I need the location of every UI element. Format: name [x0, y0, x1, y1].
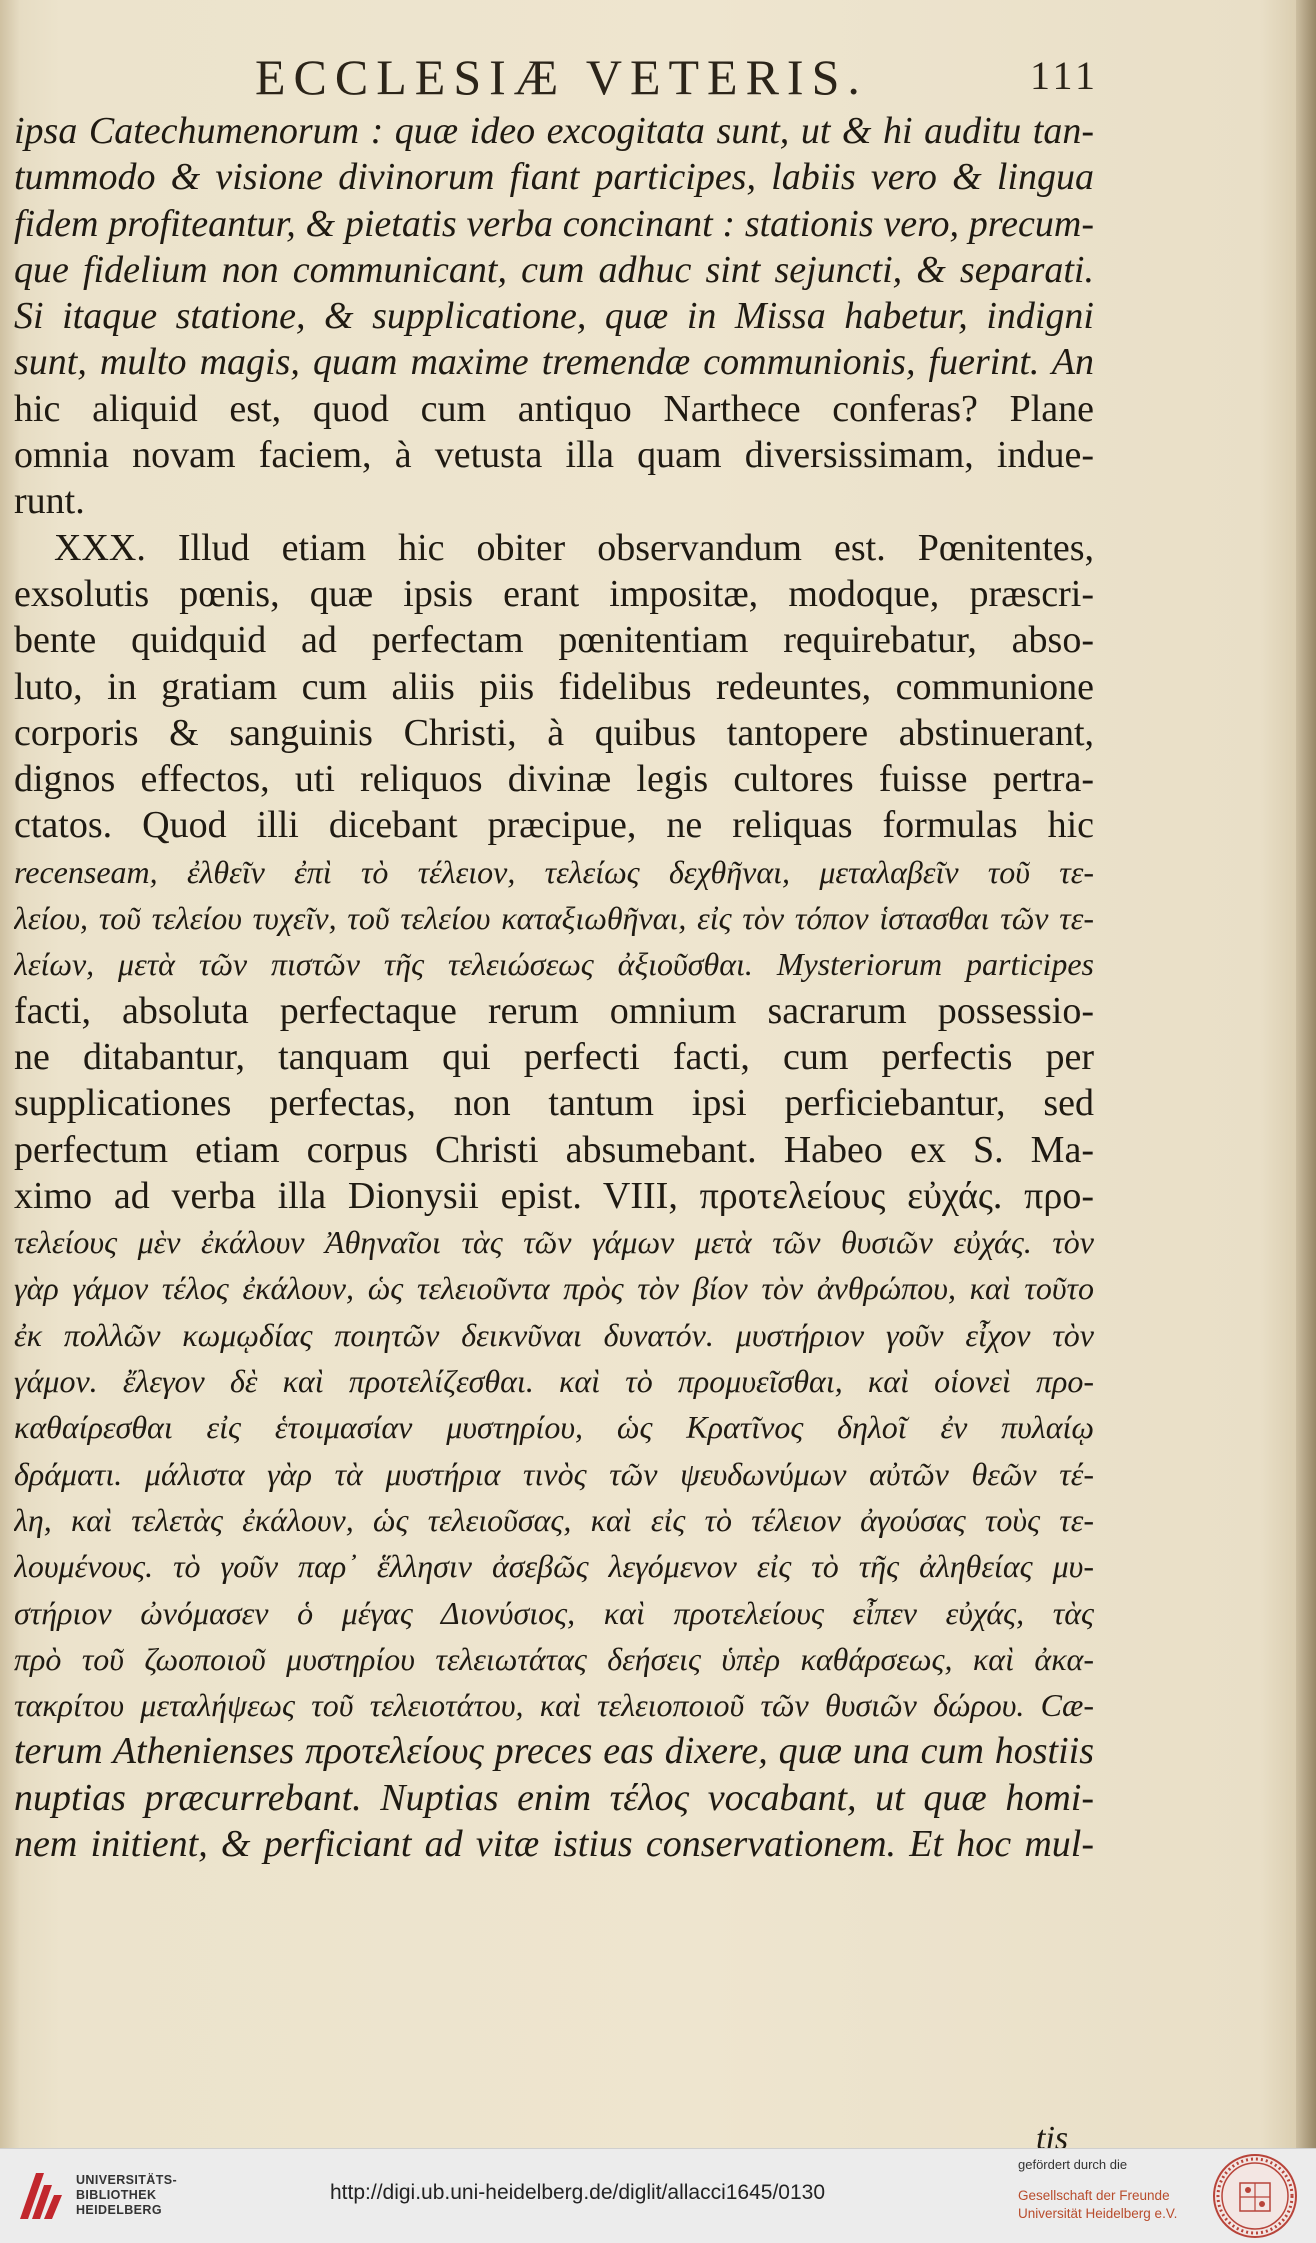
- society-seal-icon: [1212, 2153, 1298, 2239]
- library-name-line: HEIDELBERG: [76, 2203, 162, 2217]
- text-line: Si itaque statione, & supplicatione, quæ in Missa habetur, indigni: [14, 295, 1094, 338]
- greek-text-line: δράματι. μάλιστα γὰρ τὰ μυστήρια τινὸς τῶν ψευδωνύμων αὐτῶν θεῶν τέ-: [14, 1455, 1094, 1492]
- text-line: fidem profiteantur, & pietatis verba concinant : stationis vero, precum-: [14, 202, 1094, 245]
- text-line: bente quidquid ad perfectam pœnitentiam requirebatur, abso-: [14, 619, 1094, 662]
- catchword: tis: [1036, 2120, 1069, 2148]
- text-line: omnia novam faciem, à vetusta illa quam diversissimam, indue-: [14, 434, 1094, 477]
- text-line: perfectum etiam corpus Christi absumebant. Habeo ex S. Ma-: [14, 1128, 1094, 1171]
- text-line: supplicationes perfectas, non tantum ipsi perficiebantur, sed: [14, 1082, 1094, 1125]
- text-line: ximo ad verba illa Dionysii epist. VIII, προτελείους εὐχάς. προ-: [14, 1174, 1094, 1217]
- body-text: [14, 108, 1094, 1867]
- text-line: nem initient, & perficiant ad vitæ istius conservationem. Et hoc mul-: [14, 1822, 1094, 1865]
- library-logo-icon: [14, 2165, 68, 2227]
- greek-text-line: λείων, μετὰ τῶν πιστῶν τῆς τελειώσεως ἀξιοῦσθαι. Mysteriorum participes: [14, 946, 1094, 983]
- society-name-line: Universität Heidelberg e.V.: [1018, 2206, 1178, 2221]
- text-line: ne ditabantur, tanquam qui perfecti facti, cum perfectis per: [14, 1035, 1094, 1078]
- text-line: terum Athenienses προτελείους preces eas dixere, quæ una cum hostiis: [14, 1730, 1094, 1773]
- text-line: sunt, multo magis, quam maxime tremendæ communionis, fuerint. An: [14, 341, 1094, 384]
- text-line: corporis & sanguinis Christi, à quibus tantopere abstinuerant,: [14, 711, 1094, 754]
- greek-text-line: γὰρ γάμον τέλος ἐκάλουν, ὡς τελειοῦντα πρὸς τὸν βίον τὸν ἀνθρώπου, καὶ τοῦτο: [14, 1270, 1094, 1307]
- greek-text-line: πρὸ τοῦ ζωοποιοῦ μυστηρίου τελειωτάτας δεήσεις ὑπὲρ καθάρσεως, καὶ ἀκα-: [14, 1640, 1094, 1677]
- running-head-title: ECCLESIÆ VETERIS.: [255, 49, 868, 105]
- greek-text-line: λη, καὶ τελετὰς ἐκάλουν, ὡς τελειοῦσας, καὶ εἰς τὸ τέλειον ἀγούσας τοὺς τε-: [14, 1501, 1094, 1538]
- text-line: dignos effectos, uti reliquos divinæ legis cultores fuisse pertra-: [14, 758, 1094, 801]
- greek-text-line: στήριον ὠνόμασεν ὁ μέγας Διονύσιος, καὶ προτελείους εἶπεν εὐχάς, τὰς: [14, 1594, 1094, 1631]
- text-line: facti, absoluta perfectaque rerum omnium sacrarum possessio-: [14, 989, 1094, 1032]
- page-number: 111: [1030, 53, 1100, 98]
- text-line: exsolutis pœnis, quæ ipsis erant impositæ, modoque, præscri-: [14, 572, 1094, 615]
- library-name: [76, 2173, 177, 2218]
- greek-text-line: recenseam, ἐλθεῖν ἐπὶ τὸ τέλειον, τελείως δεχθῆναι, μεταλαβεῖν τοῦ τε-: [14, 853, 1094, 890]
- running-head: [0, 48, 1316, 108]
- viewer-footer: [0, 2148, 1316, 2243]
- text-line: ipsa Catechumenorum : quæ ideo excogitata sunt, ut & hi auditu tan-: [14, 110, 1094, 152]
- greek-text-line: καθαίρεσθαι εἰς ἑτοιμασίαν μυστηρίου, ὡς Κρατῖνος δηλοῖ ἐν πυλαίῳ: [14, 1409, 1094, 1446]
- text-line: nuptias præcurrebant. Nuptias enim τέλος vocabant, ut quæ homi-: [14, 1776, 1094, 1819]
- library-name-line: BIBLIOTHEK: [76, 2188, 157, 2202]
- text-line: runt.: [14, 480, 85, 523]
- society-name[interactable]: [1018, 2187, 1177, 2223]
- greek-text-line: λουμένους. τὸ γοῦν παρ᾽ ἕλλησιν ἀσεβῶς λεγόμενον εἰς τὸ τῆς ἀληθείας μυ-: [14, 1548, 1094, 1585]
- greek-text-line: λείου, τοῦ τελείου τυχεῖν, τοῦ τελείου καταξιωθῆναι, εἰς τὸν τόπον ἱστασθαι τῶν τε-: [14, 900, 1094, 937]
- greek-text-line: ἐκ πολλῶν κωμῳδίας ποιητῶν δεικνῦναι δυνατόν. μυστήριον γοῦν εἶχον τὸν: [14, 1316, 1094, 1353]
- greek-text-line: τελείους μὲν ἐκάλουν Ἀθηναῖοι τὰς τῶν γάμων μετὰ τῶν θυσιῶν εὐχάς. τὸν: [14, 1224, 1094, 1261]
- text-line: tummodo & visione divinorum fiant participes, labiis vero & lingua: [14, 156, 1094, 199]
- permalink-url[interactable]: http://digi.ub.uni-heidelberg.de/diglit/allacci1645/0130: [330, 2181, 826, 2204]
- greek-text-line: γάμον. ἔλεγον δὲ καὶ προτελίζεσθαι. καὶ τὸ προμυεῖσθαι, καὶ οἱονεὶ προ-: [14, 1363, 1094, 1400]
- greek-text-line: τακρίτου μεταλήψεως τοῦ τελειοτάτου, καὶ τελειοποιοῦ τῶν θυσιῶν δώρου. Cæ-: [14, 1687, 1094, 1724]
- section-start-line: XXX. Illud etiam hic obiter observandum est. Pœnitentes,: [54, 526, 1094, 569]
- funded-by-label: gefördert durch die: [1018, 2157, 1128, 2172]
- society-name-line: Gesellschaft der Freunde: [1018, 2188, 1170, 2203]
- library-name-line: UNIVERSITÄTS-: [76, 2173, 178, 2187]
- text-line: ctatos. Quod illi dicebant præcipue, ne reliquas formulas hic: [14, 804, 1094, 847]
- text-line: que fidelium non communicant, cum adhuc sint sejuncti, & separati.: [14, 248, 1094, 291]
- text-line: luto, in gratiam cum aliis piis fidelibus redeuntes, communione: [14, 665, 1094, 708]
- page-edge-shadow: [1296, 0, 1316, 2148]
- text-line: hic aliquid est, quod cum antiquo Narthece conferas? Plane: [14, 387, 1094, 430]
